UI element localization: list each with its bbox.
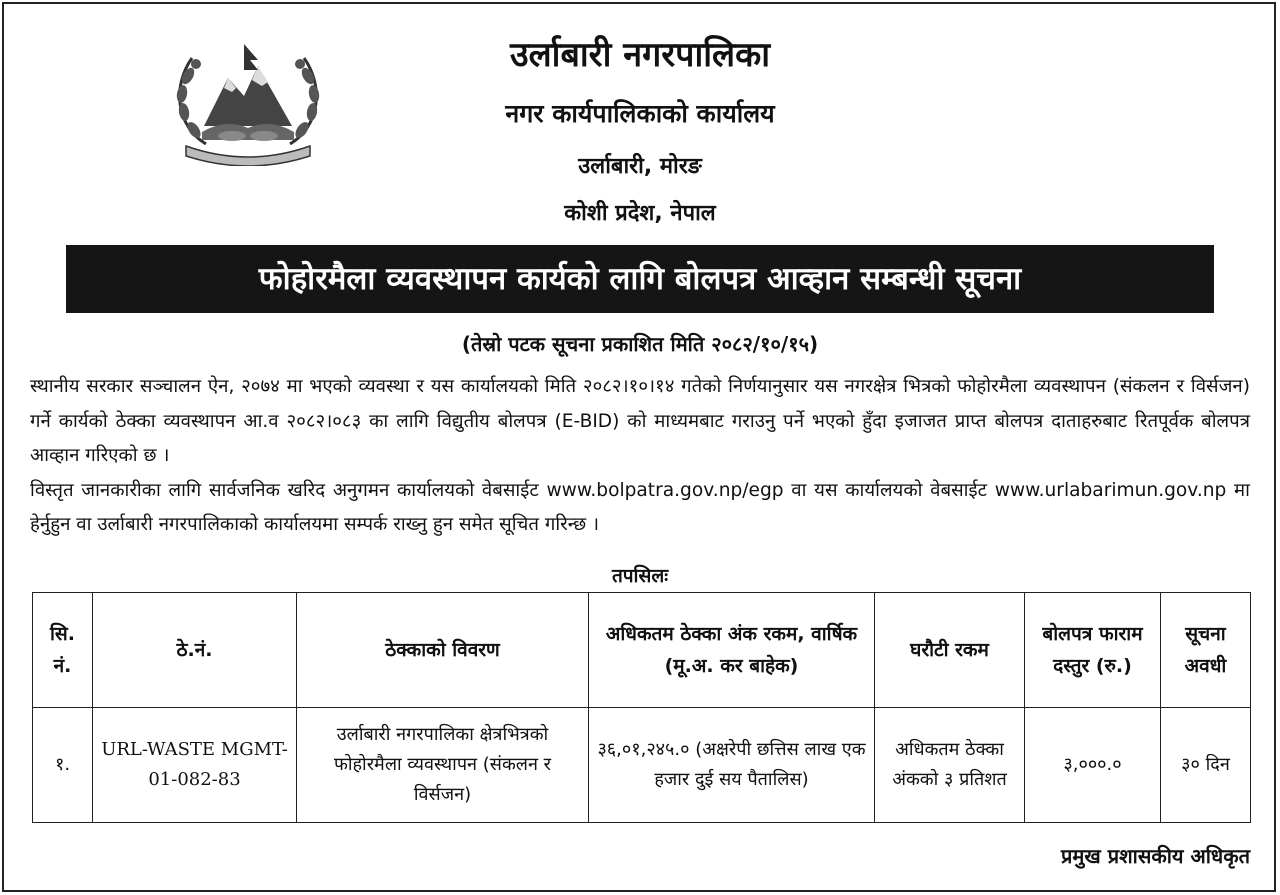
notice-paragraph-2: विस्तृत जानकारीका लागि सार्वजनिक खरिद अनुगमन कार्यालयको वेबसाईट www.bolpatra.gov.np/egp वा यस कार्यालयको वेबसाईट www.urlabarimun.gov.np मा हेर्नुहुन वा उर्लाबारी नगरपालिकाको कार्यालयमा सम्पर्क राख्नु हुन समेत सूचित गरिन्छ । xyxy=(30,479,1250,535)
office-province: कोशी प्रदेश, नेपाल xyxy=(564,201,716,226)
header-notice-period: सूचना अवधी xyxy=(1161,593,1251,708)
sub-office-name: नगर कार्यपालिकाको कार्यालय xyxy=(505,99,775,128)
notice-paragraph-1: स्थानीय सरकार सञ्चालन ऐन, २०७४ मा भएको व्यवस्था र यस कार्यालयको मिति २०८२।१०।१४ गतेको निर्णयानुसार यस नगरक्षेत्र भित्रको फोहोरमैला व्यवस्थापन (संकलन र विर्सजन) गर्ने कार्यको ठेक्का व्यवस्थापन आ.व २०८२।०८३ का लागि विद्युतीय बोलपत्र (E-BID) को माध्यमबाट गराउनु पर्ने भएको हुँदा इजाजत प्राप्त बोलपत्र दाताहरुबाट रितपूर्वक बोलपत्र आव्हान गरिएको छ । xyxy=(30,376,1250,466)
notice-body xyxy=(30,370,1250,543)
cell-description: उर्लाबारी नगरपालिका क्षेत्रभित्रको फोहोरमैला व्यवस्थापन (संकलन र विर्सजन) xyxy=(297,708,589,823)
office-address: उर्लाबारी, मोरङ xyxy=(578,154,702,179)
table-row xyxy=(33,708,1251,823)
cell-max-amount: ३६,०१,२४५.० (अक्षरेपी छत्तिस लाख एक हजार दुई सय पैतालिस) xyxy=(589,708,875,823)
header-form-fee: बोलपत्र फाराम दस्तुर (रु.) xyxy=(1025,593,1161,708)
publication-date-line: (तेस्रो पटक सूचना प्रकाशित मिति २०८२/१०/१५) xyxy=(461,332,819,356)
cell-contract-no: URL-WASTE MGMT-01-082-83 xyxy=(93,708,297,823)
header-sn: सि. नं. xyxy=(33,593,93,708)
signatory-title: प्रमुख प्रशासकीय अधिकृत xyxy=(1061,844,1250,868)
cell-deposit: अधिकतम ठेक्का अंकको ३ प्रतिशत xyxy=(875,708,1025,823)
cell-sn: १. xyxy=(33,708,93,823)
cell-notice-period: ३० दिन xyxy=(1161,708,1251,823)
header-max-amount: अधिकतम ठेक्का अंक रकम, वार्षिक (मू.अ. कर बाहेक) xyxy=(589,593,875,708)
header-deposit: घरौटी रकम xyxy=(875,593,1025,708)
cell-form-fee: ३,०००.० xyxy=(1025,708,1161,823)
table-header-row xyxy=(33,593,1251,708)
header-description: ठेक्काको विवरण xyxy=(297,593,589,708)
schedule-heading: तपसिलः xyxy=(611,565,669,587)
notice-title-banner: फोहोरमैला व्यवस्थापन कार्यको लागि बोलपत्र आव्हान सम्बन्धी सूचना xyxy=(66,245,1214,313)
header-contract-no: ठे.नं. xyxy=(93,593,297,708)
bid-details-table xyxy=(32,592,1251,823)
office-name: उर्लाबारी नगरपालिका xyxy=(509,35,771,75)
